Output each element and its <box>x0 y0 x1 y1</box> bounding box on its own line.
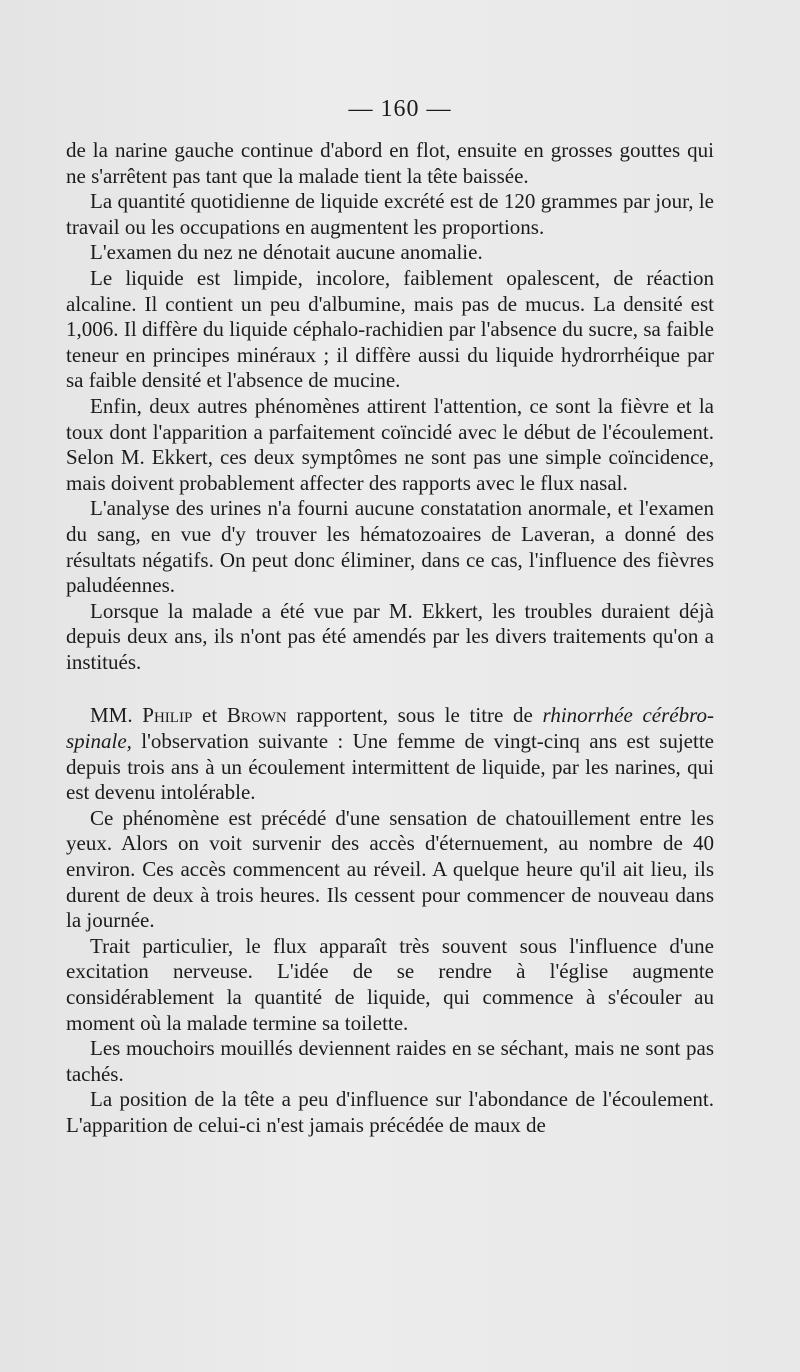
author-name: Brown <box>226 703 287 728</box>
conjunction: et <box>192 703 227 728</box>
body-text <box>66 138 714 1139</box>
paragraph: Enfin, deux autres phénomènes attirent l'attention, ce sont la fièvre et la toux dont l'apparition a parfaitement coïncidé avec le début de l'écoulement. Selon M. Ekkert, ces deux symptômes ne sont pas une simple coïncidence, mais doivent probablement affecter des rapports avec le flux nasal. <box>66 393 714 495</box>
paragraph: de la narine gauche continue d'abord en flot, ensuite en grosses gouttes qui ne s'arrêtent pas tant que la malade tient la tête baissée. <box>66 138 714 188</box>
paragraph: Le liquide est limpide, incolore, faiblement opalescent, de réaction alcaline. Il contient un peu d'albumine, mais pas de mucus. La densité est 1,006. Il diffère du liquide céphalo-rachidien par l'absence du sucre, sa faible teneur en principes minéraux ; il diffère aussi du liquide hydrorrhéique par sa faible densité et l'absence de mucine. <box>66 265 714 393</box>
paragraph-observation <box>66 703 714 805</box>
authors-prefix: MM. <box>90 703 143 728</box>
cited-title: rhinorrhée cérébro-spinale, <box>66 703 714 754</box>
text-span: rapportent, sous le titre de <box>286 703 543 728</box>
text-span: l'observation suivante : Une femme de vingt-cinq ans est sujette depuis trois ans à un écoulement intermittent de liquide, par les narines, qui est devenu intolérable. <box>66 729 714 805</box>
paragraph: Ce phénomène est précédé d'une sensation de chatouillement entre les yeux. Alors on voit survenir des accès d'éternuement, au nombre de 40 environ. Ces accès commencent au réveil. A quelque heure qu'il ait lieu, ils durent de deux à trois heures. Ils cessent pour commencer de nouveau dans la journée. <box>66 805 714 933</box>
paragraph: Lorsque la malade a été vue par M. Ekkert, les troubles duraient déjà depuis deux ans, ils n'ont pas été amendés par les divers traitements qu'on a institués. <box>66 598 714 674</box>
page-number: — 160 — <box>348 96 452 122</box>
author-name: Philip <box>142 703 193 728</box>
paragraph: L'examen du nez ne dénotait aucune anomalie. <box>90 240 483 265</box>
paragraph: Trait particulier, le flux apparaît très souvent sous l'influence d'une excitation nerveuse. L'idée de se rendre à l'église augmente considérablement la quantité de liquide, qui commence à s'écouler au moment où la malade termine sa toilette. <box>66 933 714 1035</box>
paragraph: La position de la tête a peu d'influence sur l'abondance de l'écoulement. L'apparition de celui-ci n'est jamais précédée de maux de <box>66 1087 714 1137</box>
paragraph: La quantité quotidienne de liquide excrété est de 120 grammes par jour, le travail ou les occupations en augmentent les proportions. <box>66 189 714 239</box>
paragraph: Les mouchoirs mouillés deviennent raides en se séchant, mais ne sont pas tachés. <box>66 1036 714 1086</box>
paragraph: L'analyse des urines n'a fourni aucune constatation anormale, et l'examen du sang, en vue d'y trouver les hématozoaires de Laveran, a donné des résultats négatifs. On peut donc éliminer, dans ce cas, l'influence des fièvres paludéennes. <box>66 496 714 598</box>
